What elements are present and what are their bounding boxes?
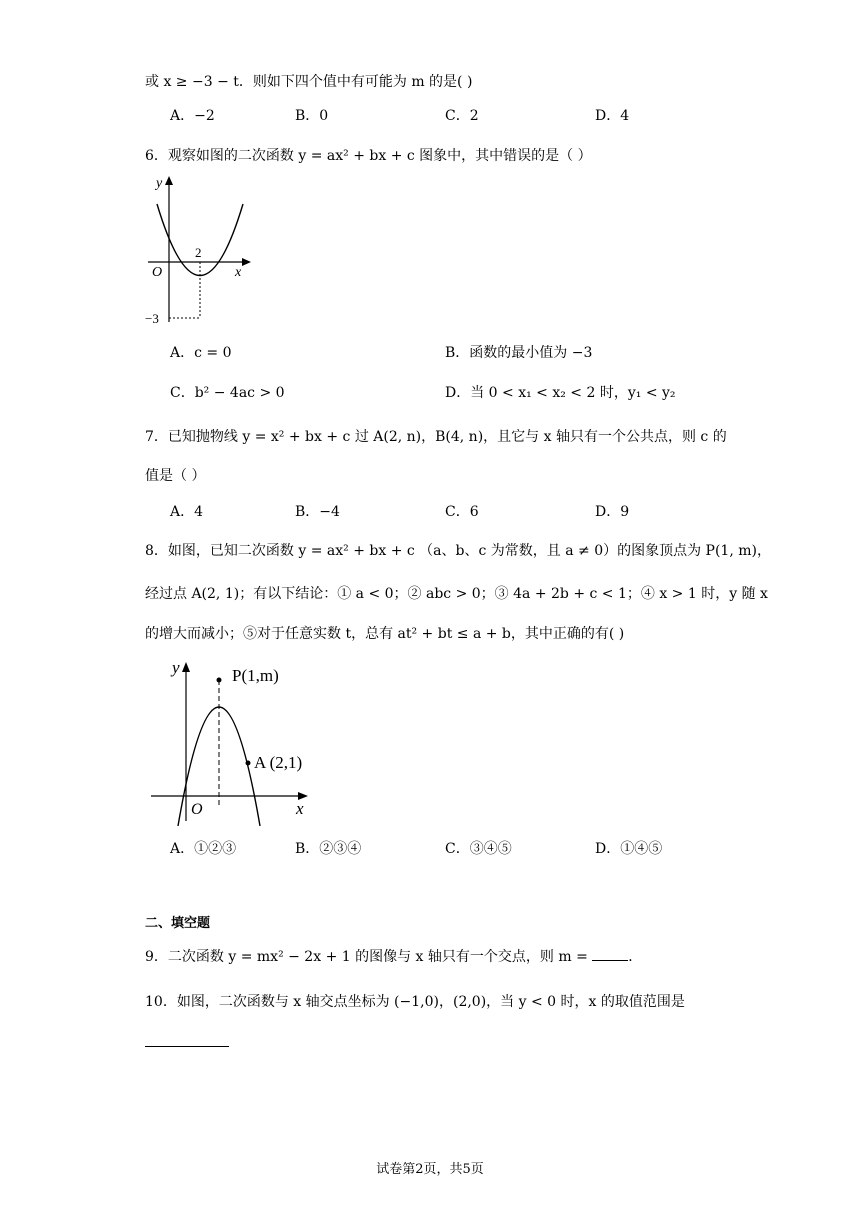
q10-answer-blank[interactable] [145,1046,229,1047]
q7-stem-line1: 7．已知抛物线 y = x² + bx + c 过 A(2, n)，B(4, n)，且它与 x 轴只有一个公共点，则 c 的 [145,429,727,445]
q6-option-c: C．b² − 4ac > 0 [170,385,285,401]
q8-point-a [246,761,251,766]
q7-option-d: D．9 [595,504,630,520]
q8-y-arrow [182,662,190,672]
q6-label-two: 2 [195,245,202,260]
q6-label-y: y [156,176,163,191]
q5-option-c: C．2 [445,108,479,124]
q8-vertex-point [217,678,222,683]
q10-stem: 10．如图，二次函数与 x 轴交点坐标为 (−1,0)，(2,0)，当 y < 0 时，x 的取值范围是 [145,994,685,1010]
q8-option-b: B．②③④ [295,841,362,857]
q5-stem-tail: 或 x ≥ −3 − t．则如下四个值中有可能为 m 的是( ) [145,74,473,90]
q8-option-d: D．①④⑤ [595,841,663,857]
q6-option-b: B．函数的最小值为 −3 [445,345,593,361]
q8-stem-line3: 的增大而减小；⑤对于任意实数 t，总有 at² + bt ≤ a + b，其中正确的有( ) [145,626,625,642]
q5-option-d: D．4 [595,108,630,124]
q9-answer-blank[interactable] [592,946,628,961]
q6-label-origin: O [152,265,163,280]
q8-stem-line1: 8．如图，已知二次函数 y = ax² + bx + c （a、b、c 为常数，且 a ≠ 0）的图象顶点为 P(1, m)， [145,543,771,559]
q8-option-a: A．①②③ [170,841,237,857]
q9-stem [145,946,642,967]
q8-option-c: C．③④⑤ [445,841,512,857]
q6-parabola-curve [157,204,243,276]
q6-option-d: D．当 0 < x₁ < x₂ < 2 时，y₁ < y₂ [445,385,676,401]
q6-y-arrow [165,176,173,185]
q7-stem-line2: 值是（ ） [145,468,206,484]
q6-x-arrow [242,258,251,266]
q7-option-b: B．−4 [295,504,340,520]
q9-stem-end: ． [628,949,643,965]
q6-stem: 6．观察如图的二次函数 y = ax² + bx + c 图象中，其中错误的是（ ） [145,148,592,164]
q6-label-neg3: −3 [145,311,159,326]
q8-label-x: x [296,799,304,818]
q8-parabola-graph [148,656,318,826]
q6-parabola-graph [145,172,255,332]
section-fill-in-title: 二、填空题 [145,916,211,931]
q5-option-a: A．−2 [170,108,215,124]
q8-label-y: y [172,658,180,677]
q6-label-x: x [235,265,242,280]
q7-option-c: C．6 [445,504,479,520]
q8-label-origin: O [191,801,203,818]
q7-option-a: A．4 [170,504,204,520]
page-footer: 试卷第2页，共5页 [376,1162,484,1177]
q9-stem-text: 9．二次函数 y = mx² − 2x + 1 的图像与 x 轴只有一个交点，则 m = [145,949,593,965]
q8-stem-line2: 经过点 A(2, 1)；有以下结论：① a < 0；② abc > 0；③ 4a + 2b + c < 1；④ x > 1 时，y 随 x [145,586,768,602]
q6-option-a: A．c = 0 [170,345,232,361]
q8-label-p: P(1,m) [232,666,279,685]
q8-label-a: A (2,1) [254,753,303,772]
q5-option-b: B．0 [295,108,329,124]
